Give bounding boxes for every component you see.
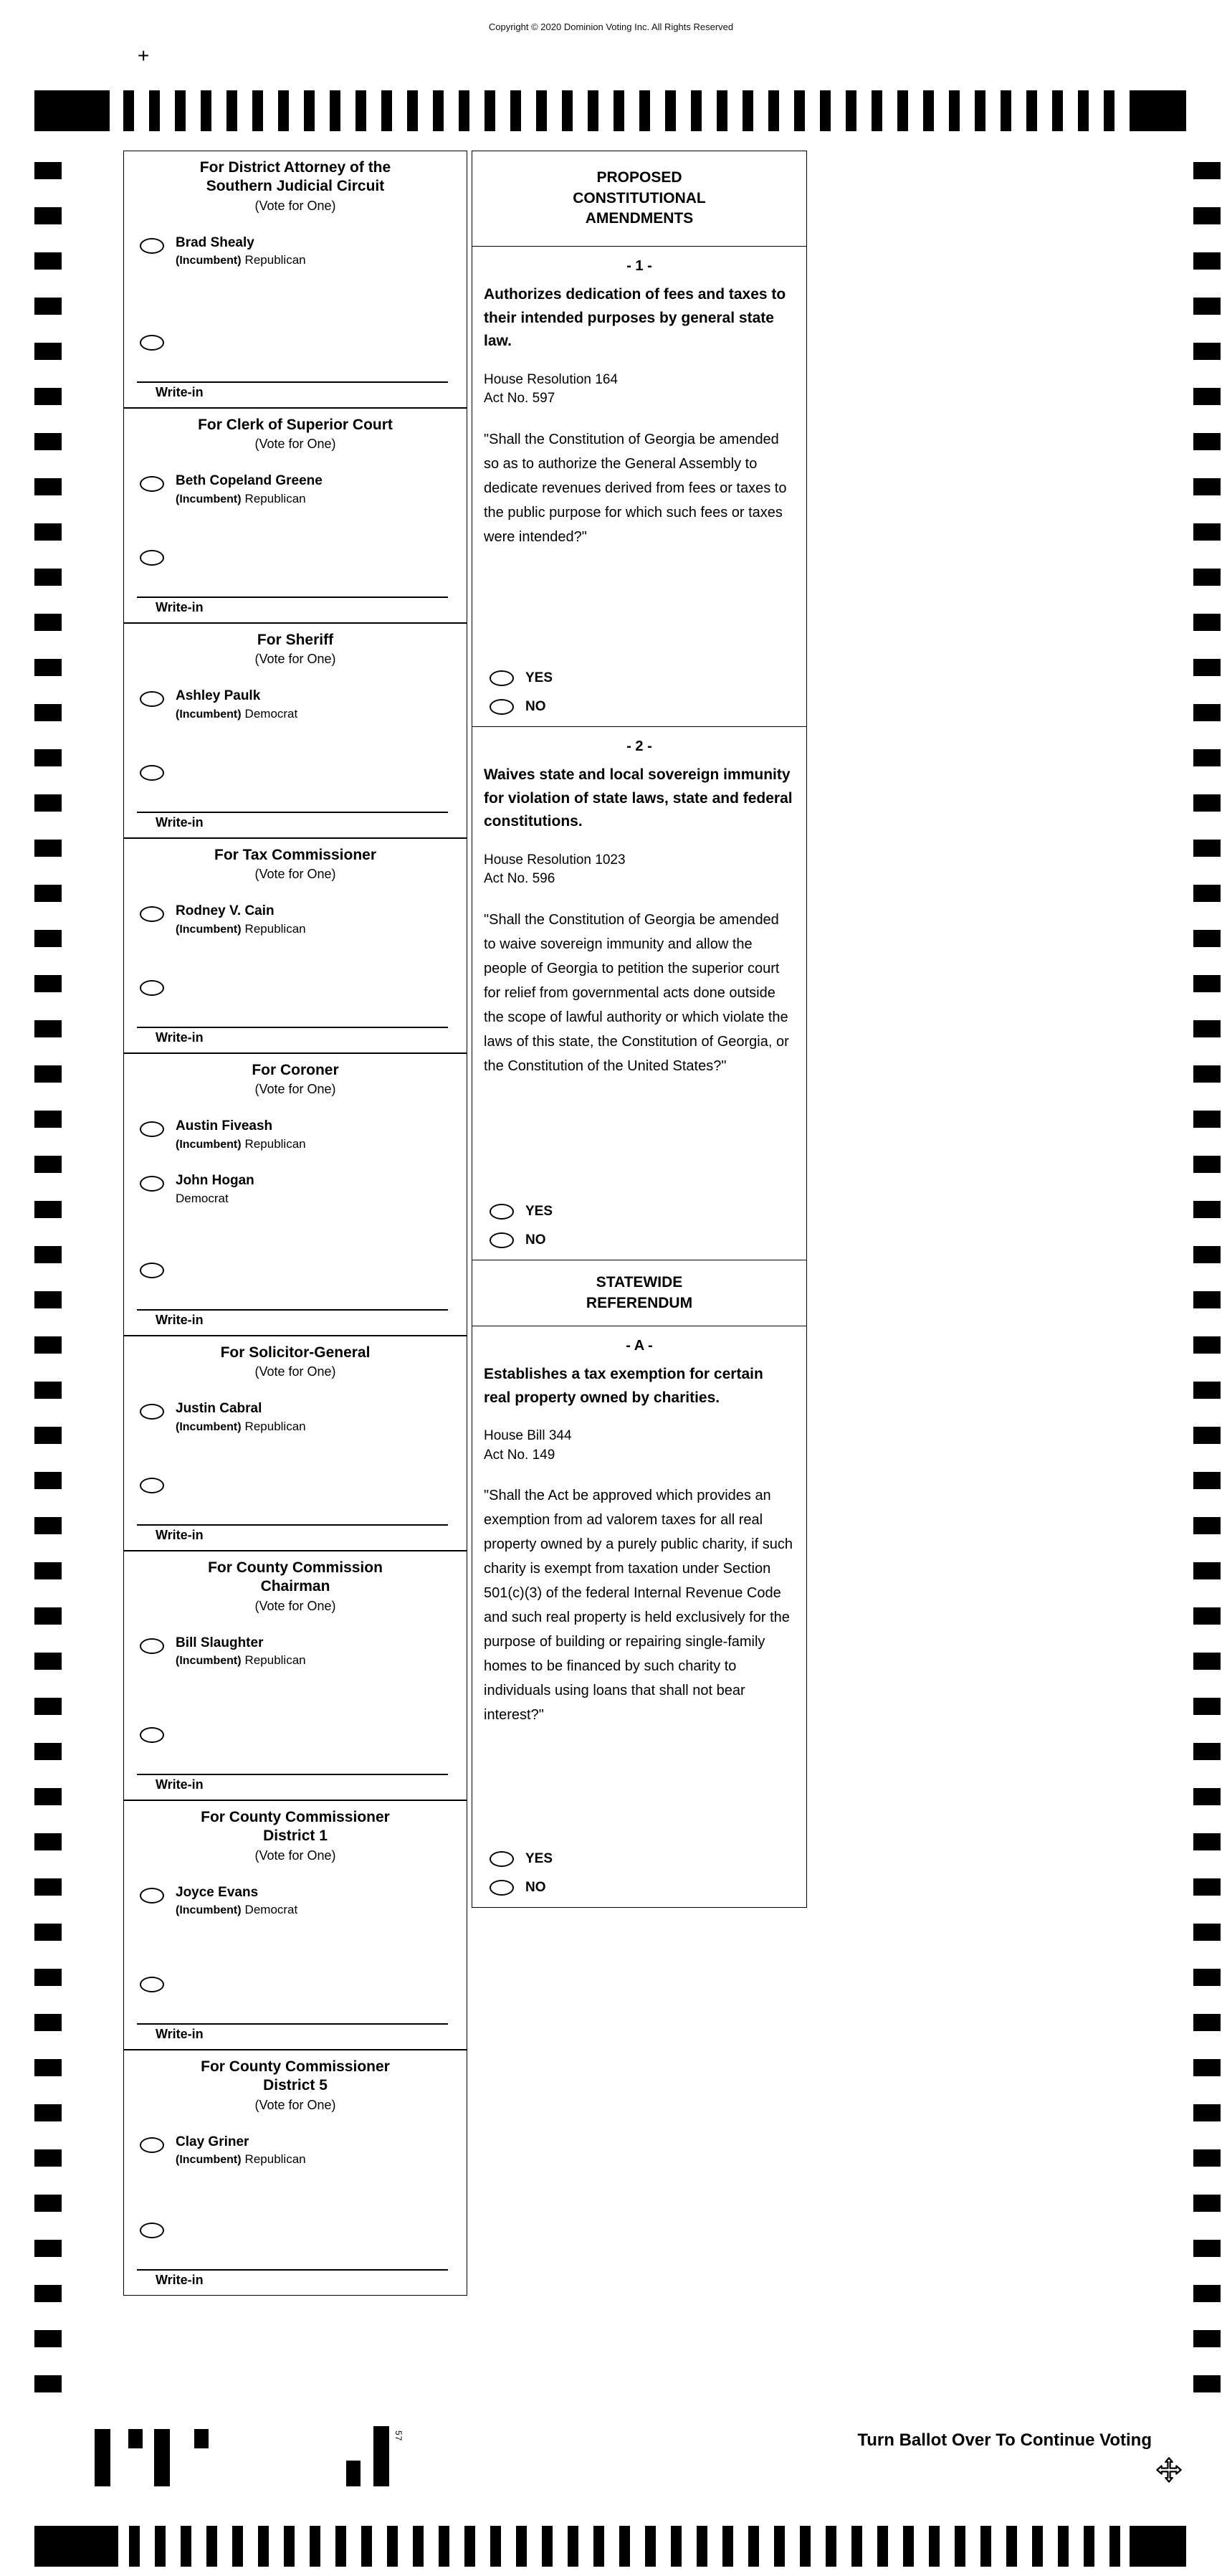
contest-title: For District Attorney of the Southern Judicial Circuit [199, 159, 391, 195]
contest [124, 407, 467, 622]
timing-mark-block-top-right [1130, 90, 1186, 131]
measure-reference: House Resolution 1023 Act No. 596 [484, 852, 626, 887]
measure [472, 1326, 806, 1907]
candidate-name: Brad Shealy [176, 234, 254, 250]
party-label: Democrat [176, 1192, 229, 1206]
option-label: YES [525, 1851, 553, 1866]
measures-section-header: STATEWIDE REFERENDUM [472, 1260, 806, 1326]
party-label: Republican [244, 253, 306, 267]
no-oval[interactable] [490, 1880, 514, 1896]
candidate-name: John Hogan [176, 1173, 254, 1189]
write-in-option-row [140, 765, 467, 784]
option-label: NO [525, 1880, 546, 1895]
write-in-option-row [140, 1727, 467, 1746]
candidate-oval[interactable] [140, 1176, 164, 1192]
incumbent-label: (Incumbent) [176, 708, 242, 721]
contest-title: For County Commissioner District 5 [201, 2058, 390, 2094]
contest-title: For Solicitor-General [220, 1344, 371, 1361]
candidate-oval[interactable] [140, 1121, 164, 1137]
write-in-line[interactable] [137, 1309, 448, 1311]
ballot-id-mark [95, 2429, 110, 2486]
measure-reference: House Bill 344 Act No. 149 [484, 1428, 572, 1463]
candidate-row [140, 235, 467, 268]
write-in-option-row [140, 980, 467, 999]
write-in-label: Write-in [156, 815, 204, 830]
measure-reference: House Resolution 164 Act No. 597 [484, 371, 618, 407]
write-in-label: Write-in [156, 1313, 204, 1327]
candidate-text [176, 1401, 306, 1434]
option-label: NO [525, 699, 546, 714]
contest [124, 2049, 467, 2295]
candidate-list [124, 1863, 467, 1918]
measure-question: "Shall the Constitution of Georgia be amended so as to authorize the General Assembly to dedicate revenues derived from fees or taxes to the public purpose for which such fees or taxes were intended?" [484, 431, 787, 545]
no-oval[interactable] [490, 1232, 514, 1248]
measure [472, 727, 806, 1260]
candidate-name: Ashley Paulk [176, 688, 261, 704]
candidate-list [124, 882, 467, 936]
candidate-list [124, 1097, 467, 1206]
contests-column [123, 151, 467, 2296]
candidate-row [140, 688, 467, 721]
write-in-line[interactable] [137, 1027, 448, 1028]
measures-section-header: PROPOSED CONSTITUTIONAL AMENDMENTS [472, 151, 806, 247]
vote-for-instruction: (Vote for One) [254, 867, 336, 882]
vote-for-instruction: (Vote for One) [254, 1848, 336, 1863]
vote-for-instruction: (Vote for One) [254, 1598, 336, 1613]
write-in-oval[interactable] [140, 550, 164, 566]
candidate-oval[interactable] [140, 2137, 164, 2153]
candidate-row [140, 2134, 467, 2167]
option-label: YES [525, 670, 553, 685]
measure-options [472, 1838, 806, 1896]
vote-for-instruction: (Vote for One) [254, 1364, 336, 1379]
write-in-option-row [140, 1478, 467, 1497]
candidate-row [140, 473, 467, 506]
write-in-oval[interactable] [140, 1263, 164, 1278]
option-row [490, 1880, 806, 1896]
option-row [490, 1232, 806, 1248]
vote-for-instruction: (Vote for One) [254, 2097, 336, 2112]
candidate-detail [176, 707, 297, 721]
candidate-row [140, 1118, 467, 1151]
candidate-detail [176, 2152, 306, 2167]
contest [124, 622, 467, 837]
candidate-row [140, 1885, 467, 1918]
party-label: Republican [244, 1420, 306, 1434]
vote-for-instruction: (Vote for One) [254, 652, 336, 667]
write-in-line[interactable] [137, 2023, 448, 2025]
yes-oval[interactable] [490, 1204, 514, 1220]
write-in-line[interactable] [137, 597, 448, 598]
party-label: Republican [244, 1137, 306, 1151]
timing-marks-left-rail [34, 162, 62, 2409]
incumbent-label: (Incumbent) [176, 1421, 242, 1434]
candidate-oval[interactable] [140, 906, 164, 922]
candidate-detail [176, 1653, 306, 1668]
turn-ballot-over-label: Turn Ballot Over To Continue Voting [857, 2430, 1152, 2450]
timing-marks-right-rail [1193, 162, 1221, 2409]
write-in-label: Write-in [156, 385, 204, 399]
measure-summary: Establishes a tax exemption for certain real property owned by charities. [484, 1366, 763, 1406]
write-in-option-row [140, 550, 467, 569]
write-in-option-row [140, 1263, 467, 1282]
candidate-row [140, 1173, 467, 1206]
write-in-line[interactable] [137, 2269, 448, 2271]
write-in-line[interactable] [137, 381, 448, 383]
candidate-list [124, 214, 467, 268]
incumbent-label: (Incumbent) [176, 1139, 242, 1151]
candidate-detail [176, 1192, 254, 1206]
measure-number: - 2 - [626, 738, 652, 754]
measure-question: "Shall the Act be approved which provides an exemption from ad valorem taxes for all real property owned by a purely public charity, if such charity is exempt from taxation under Section 501(c)(3) of the federal Internal Revenue Code and such real property is held exclusively for the purpose of building or repairing single-family homes to be financed by such charity to individuals using loans that shall not bear interest?" [484, 1488, 793, 1724]
vote-for-instruction: (Vote for One) [254, 198, 336, 213]
incumbent-label: (Incumbent) [176, 1904, 242, 1917]
contest [124, 1335, 467, 1550]
candidate-name: Rodney V. Cain [176, 903, 275, 919]
party-label: Democrat [244, 707, 298, 721]
write-in-label: Write-in [156, 2273, 204, 2287]
candidate-list [124, 1614, 467, 1668]
registration-plus-mark: + [138, 44, 150, 67]
candidate-name: Austin Fiveash [176, 1118, 273, 1134]
candidate-oval[interactable] [140, 1888, 164, 1904]
candidate-text [176, 903, 306, 936]
contest-title: For Coroner [252, 1062, 339, 1078]
candidate-text [176, 1635, 306, 1668]
candidate-text [176, 2134, 306, 2167]
candidate-text [176, 1885, 297, 1918]
candidate-row [140, 1401, 467, 1434]
candidate-text [176, 473, 323, 506]
timing-marks-top [123, 90, 1121, 131]
candidate-text [176, 688, 297, 721]
candidate-oval[interactable] [140, 691, 164, 707]
contest [124, 1550, 467, 1800]
measure-question: "Shall the Constitution of Georgia be amended to waive sovereign immunity and allow the people of Georgia to petition the superior court for relief from governmental acts done outside the scope of lawful authority or which violate the laws of this state, the Constitution of Georgia, or the Constitution of the United States?" [484, 911, 789, 1074]
candidate-row [140, 903, 467, 936]
contest-title: For County Commissioner District 1 [201, 1809, 390, 1845]
party-label: Republican [244, 492, 306, 506]
write-in-label: Write-in [156, 1030, 204, 1045]
contest [124, 1800, 467, 2049]
candidate-list [124, 667, 467, 721]
move-arrows-icon [1155, 2456, 1183, 2484]
candidate-text [176, 235, 306, 268]
party-label: Democrat [244, 1903, 298, 1917]
candidate-list [124, 452, 467, 506]
candidate-text [176, 1118, 306, 1151]
candidate-name: Joyce Evans [176, 1884, 259, 1900]
ballot-id-mark [128, 2429, 143, 2448]
write-in-oval[interactable] [140, 980, 164, 996]
copyright-line: Copyright © 2020 Dominion Voting Inc. All Rights Reserved [488, 22, 734, 32]
write-in-option-row [140, 2223, 467, 2242]
ballot-id-mark [154, 2429, 170, 2486]
candidate-name: Clay Griner [176, 2134, 249, 2149]
no-oval[interactable] [490, 699, 514, 715]
write-in-line[interactable] [137, 812, 448, 813]
ballot-id-mark [373, 2426, 389, 2486]
contest [124, 837, 467, 1052]
write-in-label: Write-in [156, 1777, 204, 1792]
yes-oval[interactable] [490, 1851, 514, 1867]
option-label: NO [525, 1232, 546, 1247]
candidate-row [140, 1635, 467, 1668]
incumbent-label: (Incumbent) [176, 1655, 242, 1668]
contest-title: For Tax Commissioner [214, 847, 376, 863]
candidate-oval[interactable] [140, 1638, 164, 1654]
option-row [490, 670, 806, 686]
ballot-id-mark [194, 2429, 209, 2448]
contest [124, 151, 467, 407]
vote-for-instruction: (Vote for One) [254, 437, 336, 452]
ballot-id-mark [346, 2461, 361, 2486]
candidate-oval[interactable] [140, 238, 164, 254]
timing-marks-bottom [129, 2526, 1121, 2567]
write-in-option-row [140, 335, 467, 354]
write-in-label: Write-in [156, 1528, 204, 1542]
contest-title: For Clerk of Superior Court [198, 417, 393, 433]
candidate-list [124, 1379, 467, 1434]
timing-mark-block-top-left [34, 90, 110, 131]
stub-number: 57 [393, 2430, 404, 2442]
measure-summary: Waives state and local sovereign immunity for violation of state laws, state and federal constitutions. [484, 766, 793, 830]
yes-oval[interactable] [490, 670, 514, 686]
candidate-name: Justin Cabral [176, 1401, 262, 1417]
timing-mark-block-bottom-right [1130, 2526, 1186, 2567]
candidate-text [176, 1173, 254, 1206]
measure-number: - A - [626, 1338, 653, 1354]
candidate-detail [176, 492, 323, 506]
measure-number: - 1 - [626, 258, 652, 274]
candidate-detail [176, 1903, 297, 1917]
incumbent-label: (Incumbent) [176, 493, 242, 506]
write-in-oval[interactable] [140, 1977, 164, 1992]
candidate-detail [176, 1137, 306, 1151]
option-row [490, 1851, 806, 1867]
measure [472, 247, 806, 727]
incumbent-label: (Incumbent) [176, 2154, 242, 2167]
write-in-label: Write-in [156, 600, 204, 614]
measure-options [472, 657, 806, 715]
timing-mark-block-bottom-left [34, 2526, 118, 2567]
party-label: Republican [244, 922, 306, 936]
candidate-name: Bill Slaughter [176, 1635, 264, 1650]
vote-for-instruction: (Vote for One) [254, 1082, 336, 1097]
contest-title: For County Commission Chairman [208, 1559, 383, 1595]
candidate-name: Beth Copeland Greene [176, 473, 323, 489]
write-in-line[interactable] [137, 1774, 448, 1775]
write-in-oval[interactable] [140, 1478, 164, 1493]
option-row [490, 699, 806, 715]
candidate-detail [176, 922, 306, 936]
party-label: Republican [244, 2152, 306, 2167]
option-row [490, 1204, 806, 1220]
write-in-oval[interactable] [140, 335, 164, 351]
candidate-oval[interactable] [140, 476, 164, 492]
option-label: YES [525, 1204, 553, 1219]
write-in-oval[interactable] [140, 765, 164, 781]
write-in-label: Write-in [156, 2027, 204, 2041]
candidate-list [124, 2113, 467, 2167]
measures-column [472, 151, 807, 1908]
contest [124, 1052, 467, 1335]
write-in-line[interactable] [137, 1524, 448, 1526]
contest-title: For Sheriff [257, 632, 334, 648]
measure-options [472, 1191, 806, 1248]
candidate-oval[interactable] [140, 1404, 164, 1420]
candidate-detail [176, 1420, 306, 1434]
candidate-detail [176, 253, 306, 267]
party-label: Republican [244, 1653, 306, 1668]
incumbent-label: (Incumbent) [176, 255, 242, 267]
write-in-oval[interactable] [140, 2223, 164, 2238]
write-in-oval[interactable] [140, 1727, 164, 1743]
write-in-option-row [140, 1977, 467, 1996]
incumbent-label: (Incumbent) [176, 923, 242, 936]
measure-summary: Authorizes dedication of fees and taxes to their intended purposes by general state law. [484, 286, 786, 350]
